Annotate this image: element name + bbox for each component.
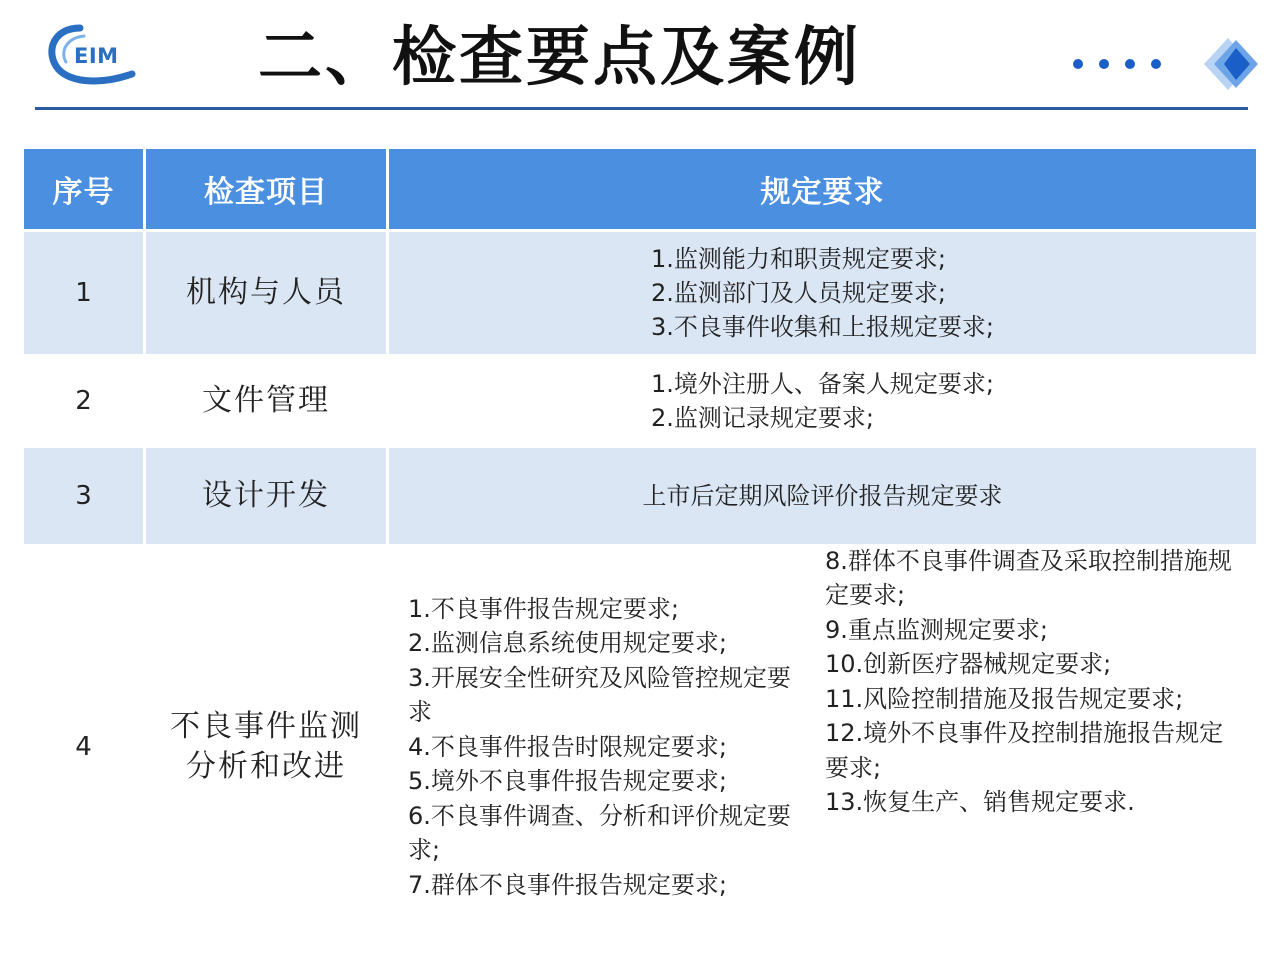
row-requirements xyxy=(389,448,1256,544)
inspection-table xyxy=(21,146,1259,950)
requirement-line: 2.监测记录规定要求; xyxy=(651,404,874,432)
row-number: 1 xyxy=(24,232,143,354)
row-item: 设计开发 xyxy=(146,448,386,544)
requirement-line: 上市后定期风险评价报告规定要求 xyxy=(642,482,1003,510)
column-header-item: 检查项目 xyxy=(146,149,386,229)
requirement-line: 2.监测部门及人员规定要求; xyxy=(651,279,946,307)
requirement-line: 7.群体不良事件报告规定要求; xyxy=(408,870,727,899)
requirement-line: 3.不良事件收集和上报规定要求; xyxy=(651,313,994,341)
row-item: 机构与人员 xyxy=(146,232,386,354)
requirement-line: 11.风险控制措施及报告规定要求; xyxy=(825,684,1184,713)
decorative-dots-diamonds-icon xyxy=(1068,30,1258,100)
requirement-line: 1.不良事件报告规定要求; xyxy=(408,594,679,623)
requirement-line: 10.创新医疗器械规定要求; xyxy=(825,650,1112,679)
table-row xyxy=(24,448,1256,544)
row-requirements xyxy=(389,232,1256,354)
column-header-requirement: 规定要求 xyxy=(389,149,1256,229)
requirement-line: 12.境外不良事件及控制措施报告规定要求; xyxy=(825,719,1224,782)
requirement-line: 5.境外不良事件报告规定要求; xyxy=(408,767,727,796)
requirement-line: 8.群体不良事件调查及采取控制措施规定要求; xyxy=(825,546,1232,610)
requirement-line: 13.恢复生产、销售规定要求. xyxy=(825,788,1135,817)
row-requirements xyxy=(389,547,1256,947)
requirement-line: 9.重点监测规定要求; xyxy=(825,615,1048,644)
requirement-line: 6.不良事件调查、分析和评价规定要求; xyxy=(408,801,791,865)
requirement-line: 3.开展安全性研究及风险管控规定要求 xyxy=(408,663,791,727)
row-item-text: 不良事件监测分析和改进 xyxy=(170,709,362,784)
table-row xyxy=(24,232,1256,354)
requirement-line: 1.境外注册人、备案人规定要求; xyxy=(651,370,994,398)
eim-logo xyxy=(40,22,150,92)
requirements-left-column xyxy=(408,592,808,903)
row-number: 4 xyxy=(24,547,143,947)
row-item: 文件管理 xyxy=(146,357,386,445)
row-number: 2 xyxy=(24,357,143,445)
row-item xyxy=(146,547,386,947)
header-divider xyxy=(35,107,1248,110)
row-number: 3 xyxy=(24,448,143,544)
table-row xyxy=(24,547,1256,947)
row-requirements xyxy=(389,357,1256,445)
requirement-line: 4.不良事件报告时限规定要求; xyxy=(408,732,727,761)
table-header-row xyxy=(24,149,1256,229)
requirement-line: 1.监测能力和职责规定要求; xyxy=(651,245,946,273)
column-header-number: 序号 xyxy=(24,149,143,229)
page-title: 二、检查要点及案例 xyxy=(258,21,861,95)
slide-header xyxy=(0,0,1284,115)
requirements-right-column xyxy=(825,544,1245,903)
requirement-line: 2.监测信息系统使用规定要求; xyxy=(408,629,727,658)
table-row xyxy=(24,357,1256,445)
logo-text: EIM xyxy=(74,44,119,68)
